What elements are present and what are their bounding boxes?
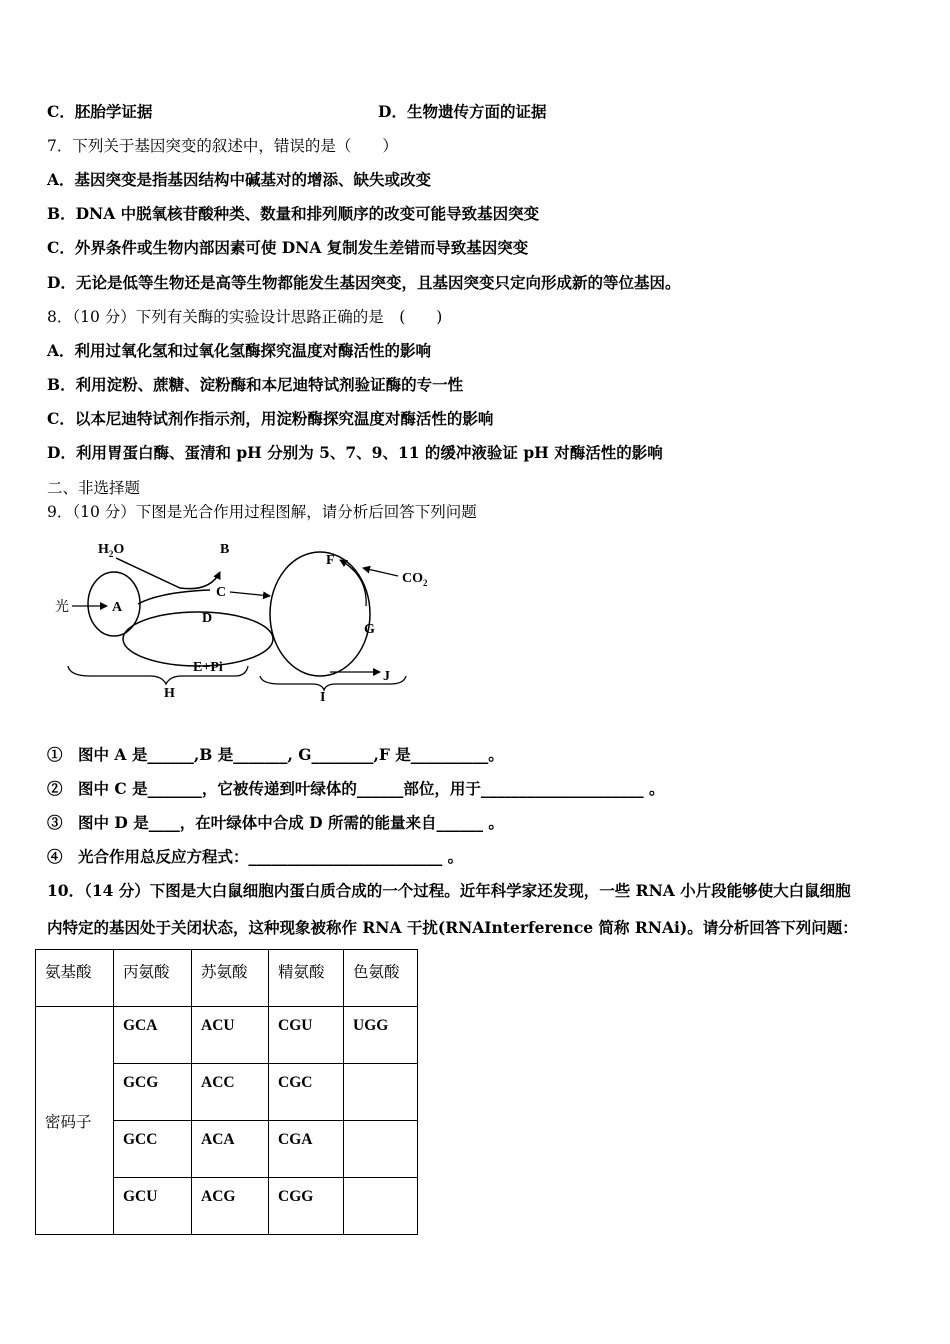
table-cell: GCC (114, 1121, 192, 1178)
table-cell: CGG (269, 1178, 344, 1235)
table-cell: GCA (114, 1007, 192, 1064)
q10-stem-line2: 内特定的基因处于关闭状态，这种现象被称作 RNA 干扰(RNAInterference 简称 RNAi)。请分析回答下列问题： (47, 918, 858, 937)
label-light: 光 (55, 599, 69, 615)
label-h: H (164, 686, 175, 701)
label-j: J (383, 669, 390, 684)
water-to-b-arrow (116, 558, 220, 589)
q9-question-2: ② 图中 C 是_______，它被传递到叶绿体的______部位，用于_____________________ 。 (47, 779, 665, 798)
label-co2: $CO_2$ (402, 571, 428, 588)
q7-option-c: C．外界条件或生物内部因素可使 DNA 复制发生差错而导致基因突变 (47, 238, 529, 257)
header-cell: 苏氨酸 (192, 950, 269, 1007)
table-cell: CGA (269, 1121, 344, 1178)
photosynthesis-diagram (50, 536, 450, 708)
header-cell: 精氨酸 (269, 950, 344, 1007)
q8-option-a: A．利用过氧化氢和过氧化氢酶探究温度对酶活性的影响 (47, 341, 432, 360)
table-cell (344, 1121, 418, 1178)
label-b: B (220, 542, 230, 557)
calvin-cycle (270, 552, 370, 676)
table-cell: GCU (114, 1178, 192, 1235)
q9-question-3: ③ 图中 D 是____，在叶绿体中合成 D 所需的能量来自______ 。 (47, 813, 504, 832)
q7-option-a: A．基因突变是指基因结构中碱基对的增添、缺失或改变 (47, 170, 432, 189)
q6-option-d: D．生物遗传方面的证据 (378, 102, 547, 121)
label-g: G (364, 622, 375, 637)
table-cell: ACC (192, 1064, 269, 1121)
codon-table (35, 949, 418, 1235)
q8-option-c: C．以本尼迪特试剂作指示剂，用淀粉酶探究温度对酶活性的影响 (47, 409, 494, 428)
table-cell: ACA (192, 1121, 269, 1178)
q9-stem: 9．（10 分）下图是光合作用过程图解，请分析后回答下列问题 (47, 503, 477, 521)
co2-arrow (363, 568, 398, 576)
header-cell: 丙氨酸 (114, 950, 192, 1007)
label-a: A (112, 600, 123, 615)
q7-stem: 7．下列关于基因突变的叙述中，错误的是（ ） (47, 137, 398, 155)
label-i: I (320, 690, 326, 705)
table-header-row (36, 950, 418, 1007)
table-cell: ACU (192, 1007, 269, 1064)
c-to-cycle-arrow (230, 592, 270, 596)
q8-option-b: B．利用淀粉、蔗糖、淀粉酶和本尼迪特试剂验证酶的专一性 (47, 375, 464, 394)
q10-stem-line1: 10．（14 分）下图是大白鼠细胞内蛋白质合成的一个过程。近年科学家还发现，一些 RNA 小片段能够使大白鼠细胞 (47, 881, 851, 900)
atp-loop (123, 612, 273, 666)
q7-option-b: B．DNA 中脱氧核苷酸种类、数量和排列顺序的改变可能导致基因突变 (47, 204, 540, 223)
row-label-codon: 密码子 (36, 1007, 114, 1235)
q8-stem: 8．（10 分）下列有关酶的实验设计思路正确的是 ( ) (47, 308, 443, 326)
q9-question-1: ① 图中 A 是______,B 是_______, G________,F 是__________。 (47, 745, 504, 764)
label-d: D (202, 611, 213, 626)
label-h2o: $H_2O$ (98, 542, 125, 559)
table-cell: ACG (192, 1178, 269, 1235)
table-cell: CGC (269, 1064, 344, 1121)
table-cell (344, 1064, 418, 1121)
q8-option-d: D．利用胃蛋白酶、蛋清和 pH 分别为 5、7、9、11 的缓冲液验证 pH 对酶活性的影响 (47, 443, 663, 462)
a-to-c-curve (138, 590, 210, 604)
label-c: C (216, 585, 227, 600)
table-cell: CGU (269, 1007, 344, 1064)
section-heading: 二、非选择题 (47, 479, 141, 497)
q7-option-d: D．无论是低等生物还是高等生物都能发生基因突变，且基因突变只定向形成新的等位基因。 (47, 273, 681, 292)
label-e-pi: E+Pi (193, 660, 223, 675)
header-cell: 氨基酸 (36, 950, 114, 1007)
header-cell: 色氨酸 (344, 950, 418, 1007)
table-cell: GCG (114, 1064, 192, 1121)
table-row (36, 1007, 418, 1064)
q9-question-4: ④ 光合作用总反应方程式：_________________________ 。 (47, 847, 464, 866)
q6-option-c: C．胚胎学证据 (47, 102, 153, 121)
table-cell (344, 1178, 418, 1235)
table-cell: UGG (344, 1007, 418, 1064)
label-f: F (326, 553, 335, 568)
